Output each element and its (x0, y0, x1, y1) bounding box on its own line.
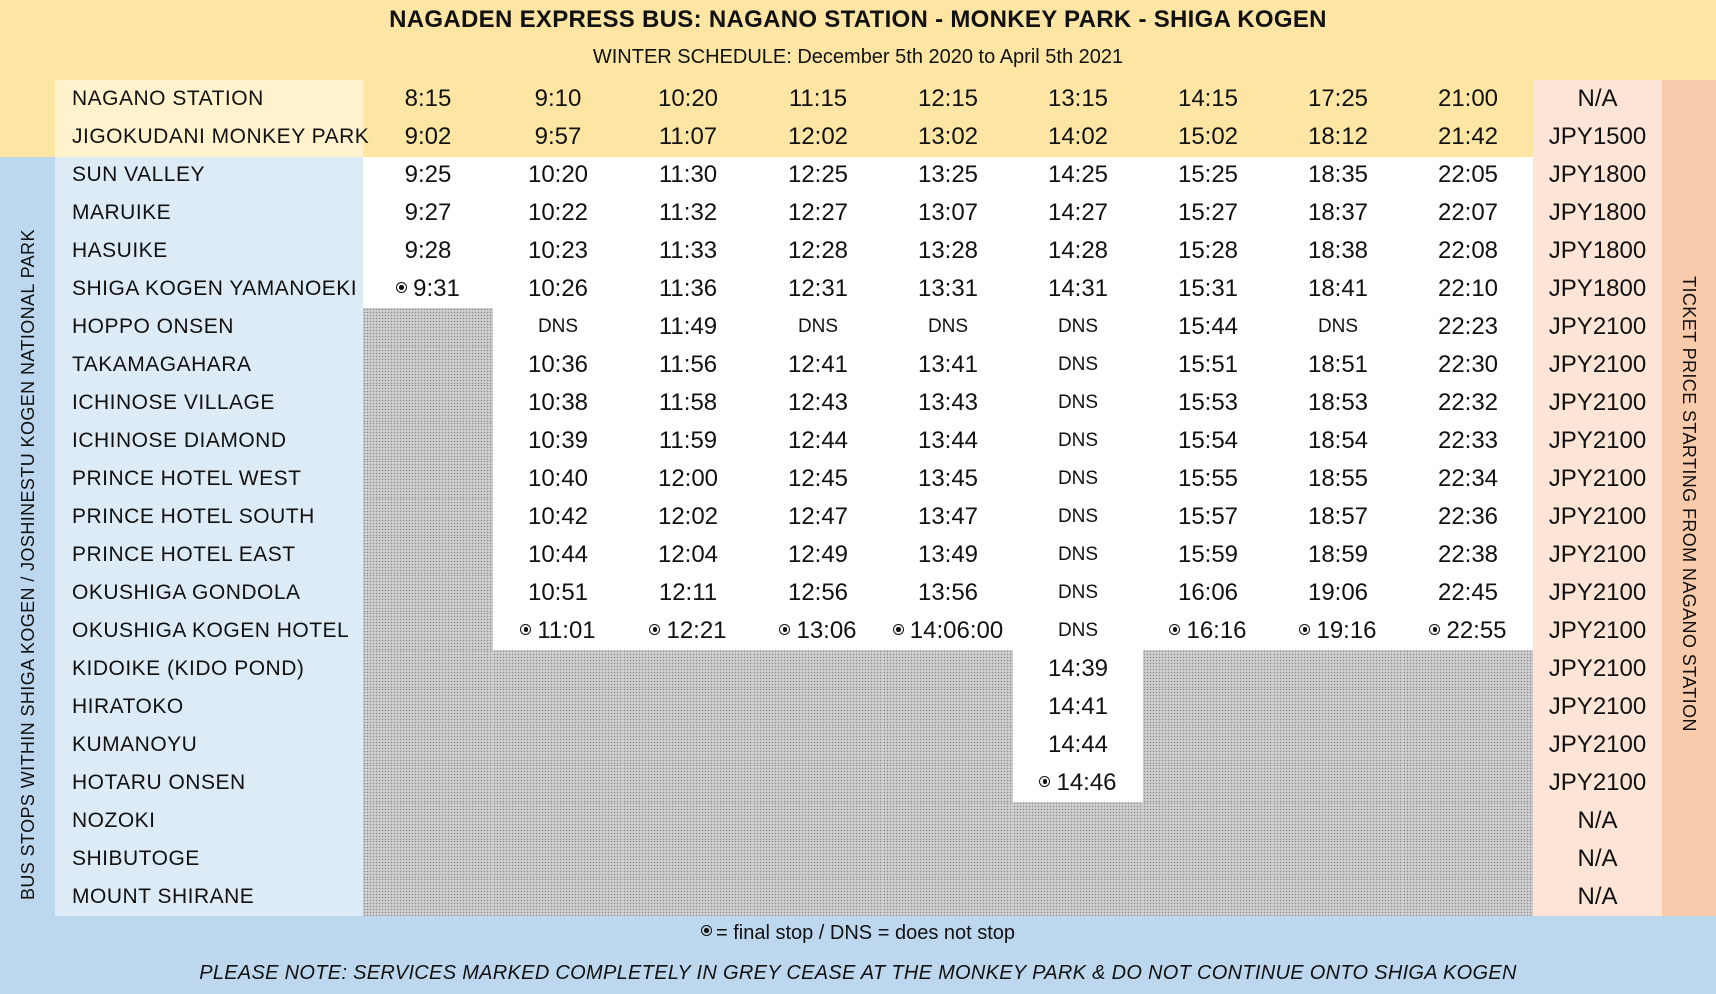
no-service-cell (363, 422, 493, 460)
ticket-price: JPY2100 (1548, 541, 1647, 568)
departure-time-cell: 10:20 (657, 85, 719, 112)
ticket-price: N/A (1577, 845, 1618, 872)
no-service-cell (623, 802, 753, 840)
departure-time-cell: 12:41 (787, 351, 849, 378)
no-service-cell (1013, 878, 1143, 916)
no-service-cell (883, 840, 1013, 878)
departure-time-cell: 12:02 (657, 503, 719, 530)
departure-time-cell: 12:25 (787, 161, 849, 188)
no-service-cell (363, 346, 493, 384)
no-service-cell (363, 574, 493, 612)
departure-time-cell: 18:57 (1307, 503, 1369, 530)
stop-name: SUN VALLEY (72, 163, 205, 186)
ticket-price: JPY1800 (1548, 199, 1647, 226)
departure-time-cell: 18:51 (1307, 351, 1369, 378)
departure-time-cell: 15:59 (1177, 541, 1239, 568)
departure-time-cell: 11:07 (658, 123, 718, 150)
departure-time-cell: 12:11 (658, 579, 718, 606)
ticket-price: JPY2100 (1548, 351, 1647, 378)
no-service-cell (493, 650, 623, 688)
departure-time-cell: 18:35 (1307, 161, 1369, 188)
departure-time-cell: 10:44 (527, 541, 589, 568)
no-service-cell (493, 764, 623, 802)
no-service-cell (1273, 726, 1403, 764)
departure-time-cell: 14:39 (1047, 655, 1109, 682)
ticket-price: JPY2100 (1548, 769, 1647, 796)
no-service-cell (1403, 840, 1533, 878)
no-service-cell (753, 726, 883, 764)
no-service-cell (363, 536, 493, 574)
final-stop-icon (520, 624, 531, 635)
stop-name: HOTARU ONSEN (72, 771, 246, 794)
right-side-label: TICKET PRICE STARTING FROM NAGANO STATION (1679, 276, 1699, 732)
does-not-stop-cell: DNS (1057, 468, 1099, 489)
does-not-stop-cell: DNS (1057, 506, 1099, 527)
ticket-price: JPY2100 (1548, 313, 1647, 340)
departure-time-cell: 15:44 (1177, 313, 1239, 340)
does-not-stop-cell: DNS (927, 316, 969, 337)
no-service-cell (1013, 840, 1143, 878)
departure-time-cell: 19:06 (1307, 579, 1369, 606)
ticket-price: N/A (1577, 807, 1618, 834)
departure-time-cell: 11:30 (658, 161, 718, 188)
departure-time-cell: 10:38 (527, 389, 589, 416)
no-service-cell (1143, 726, 1273, 764)
departure-time-cell: 11:32 (658, 199, 718, 226)
departure-time-cell: 15:02 (1177, 123, 1239, 150)
final-stop-time-cell: 19:16 (1273, 612, 1403, 650)
departure-time-cell: 13:41 (917, 351, 979, 378)
no-service-cell (1403, 688, 1533, 726)
departure-time-cell: 10:20 (527, 161, 589, 188)
final-stop-time-cell: 14:06:00 (883, 612, 1013, 650)
departure-time-cell: 12:15 (917, 85, 979, 112)
no-service-cell (1143, 688, 1273, 726)
does-not-stop-cell: DNS (1057, 316, 1099, 337)
departure-time-cell: 18:37 (1307, 199, 1369, 226)
stop-name: PRINCE HOTEL WEST (72, 467, 302, 490)
ticket-price: JPY2100 (1548, 427, 1647, 454)
no-service-cell (1143, 650, 1273, 688)
departure-time-cell: 12:31 (787, 275, 849, 302)
final-stop-time-cell: 16:16 (1143, 612, 1273, 650)
departure-time-cell: 9:28 (404, 237, 452, 264)
no-service-cell (623, 650, 753, 688)
departure-time-cell: 12:02 (787, 123, 849, 150)
no-service-cell (883, 802, 1013, 840)
no-service-cell (883, 878, 1013, 916)
stop-name: NAGANO STATION (72, 87, 264, 110)
departure-time-cell: 11:36 (658, 275, 718, 302)
departure-time-cell: 11:15 (788, 85, 848, 112)
departure-time-cell: 22:07 (1437, 199, 1499, 226)
stop-name: JIGOKUDANI MONKEY PARK (72, 125, 370, 148)
departure-time-cell: 13:25 (917, 161, 979, 188)
stop-name: MARUIKE (72, 201, 172, 224)
no-service-cell (493, 726, 623, 764)
stop-name: TAKAMAGAHARA (72, 353, 252, 376)
departure-time-cell: 22:23 (1437, 313, 1499, 340)
final-stop-icon (1299, 624, 1310, 635)
departure-time-cell: 10:26 (527, 275, 589, 302)
departure-time-cell: 22:05 (1437, 161, 1499, 188)
departure-time-cell: 13:47 (917, 503, 979, 530)
ticket-price: JPY2100 (1548, 731, 1647, 758)
departure-time-cell: 13:07 (917, 199, 979, 226)
ticket-price: JPY2100 (1548, 389, 1647, 416)
does-not-stop-cell: DNS (1057, 354, 1099, 375)
no-service-cell (1273, 688, 1403, 726)
departure-time-cell: 15:55 (1177, 465, 1239, 492)
does-not-stop-cell: DNS (1057, 620, 1099, 641)
ticket-price: JPY2100 (1548, 655, 1647, 682)
departure-time-cell: 18:59 (1307, 541, 1369, 568)
departure-time-cell: 22:08 (1437, 237, 1499, 264)
stop-name: HASUIKE (72, 239, 168, 262)
departure-time-cell: 18:38 (1307, 237, 1369, 264)
departure-time-cell: 13:43 (917, 389, 979, 416)
departure-time-cell: 9:25 (404, 161, 452, 188)
departure-time-cell: 12:45 (787, 465, 849, 492)
departure-time-cell: 13:28 (917, 237, 979, 264)
departure-time-cell: 22:36 (1437, 503, 1499, 530)
departure-time-cell: 11:56 (658, 351, 718, 378)
departure-time-cell: 14:25 (1047, 161, 1109, 188)
ticket-price: JPY2100 (1548, 617, 1647, 644)
departure-time-cell: 13:44 (917, 427, 979, 454)
no-service-cell (753, 650, 883, 688)
final-stop-time-cell: 12:21 (623, 612, 753, 650)
no-service-cell (1403, 878, 1533, 916)
departure-time-cell: 12:47 (787, 503, 849, 530)
no-service-cell (363, 688, 493, 726)
final-stop-icon (1169, 624, 1180, 635)
no-service-cell (1403, 764, 1533, 802)
departure-time-cell: 18:54 (1307, 427, 1369, 454)
stop-name: PRINCE HOTEL SOUTH (72, 505, 315, 528)
ticket-price: JPY1800 (1548, 161, 1647, 188)
departure-time-cell: 21:00 (1437, 85, 1499, 112)
no-service-cell (623, 688, 753, 726)
stop-name: HOPPO ONSEN (72, 315, 234, 338)
no-service-cell (753, 878, 883, 916)
no-service-cell (883, 764, 1013, 802)
final-stop-icon (779, 624, 790, 635)
no-service-cell (1273, 802, 1403, 840)
departure-time-cell: 10:51 (527, 579, 589, 606)
departure-time-cell: 14:41 (1047, 693, 1109, 720)
does-not-stop-cell: DNS (1317, 316, 1359, 337)
no-service-cell (623, 878, 753, 916)
departure-time-cell: 13:56 (917, 579, 979, 606)
stop-name: ICHINOSE DIAMOND (72, 429, 287, 452)
no-service-cell (753, 840, 883, 878)
final-stop-icon (396, 282, 407, 293)
no-service-cell (493, 802, 623, 840)
final-stop-time-cell: 14:46 (1013, 764, 1143, 802)
departure-time-cell: 15:54 (1177, 427, 1239, 454)
no-service-cell (1273, 650, 1403, 688)
departure-time-cell: 10:42 (527, 503, 589, 530)
departure-time-cell: 15:28 (1177, 237, 1239, 264)
no-service-cell (1143, 764, 1273, 802)
ticket-price: JPY1500 (1548, 123, 1647, 150)
does-not-stop-cell: DNS (537, 316, 579, 337)
no-service-cell (1273, 878, 1403, 916)
departure-time-cell: 22:38 (1437, 541, 1499, 568)
no-service-cell (1403, 726, 1533, 764)
final-stop-icon (649, 624, 660, 635)
left-side-label: BUS STOPS WITHIN SHIGA KOGEN / JOSHINESTU KOGEN NATIONAL PARK (18, 229, 38, 900)
departure-time-cell: 10:23 (527, 237, 589, 264)
departure-time-cell: 15:57 (1177, 503, 1239, 530)
stop-name: OKUSHIGA GONDOLA (72, 581, 301, 604)
no-service-cell (623, 726, 753, 764)
no-service-cell (1403, 802, 1533, 840)
ticket-price: N/A (1577, 85, 1618, 112)
departure-time-cell: 22:45 (1437, 579, 1499, 606)
ticket-price: JPY2100 (1548, 693, 1647, 720)
stop-name: KUMANOYU (72, 733, 198, 756)
ticket-price: JPY2100 (1548, 579, 1647, 606)
does-not-stop-cell: DNS (1057, 582, 1099, 603)
footer-note: PLEASE NOTE: SERVICES MARKED COMPLETELY IN GREY CEASE AT THE MONKEY PARK & DO NOT CONTINUE ONTO SHIGA KOGEN (199, 962, 1517, 984)
departure-time-cell: 18:41 (1307, 275, 1369, 302)
no-service-cell (363, 650, 493, 688)
departure-time-cell: 14:27 (1047, 199, 1109, 226)
schedule-subtitle: WINTER SCHEDULE: December 5th 2020 to April 5th 2021 (592, 46, 1124, 68)
departure-time-cell: 12:28 (787, 237, 849, 264)
departure-time-cell: 15:31 (1177, 275, 1239, 302)
no-service-cell (883, 688, 1013, 726)
no-service-cell (363, 840, 493, 878)
departure-time-cell: 15:25 (1177, 161, 1239, 188)
legend (0, 922, 1716, 945)
stop-name: MOUNT SHIRANE (72, 885, 255, 908)
departure-time-cell: 13:45 (917, 465, 979, 492)
departure-time-cell: 22:33 (1437, 427, 1499, 454)
no-service-cell (623, 764, 753, 802)
departure-time-cell: 13:49 (917, 541, 979, 568)
no-service-cell (883, 726, 1013, 764)
departure-time-cell: 17:25 (1307, 85, 1369, 112)
departure-time-cell: 12:49 (787, 541, 849, 568)
departure-time-cell: 15:27 (1177, 199, 1239, 226)
departure-time-cell: 18:53 (1307, 389, 1369, 416)
no-service-cell (753, 688, 883, 726)
ticket-price: N/A (1577, 883, 1618, 910)
departure-time-cell: 14:31 (1047, 275, 1109, 302)
ticket-price: JPY1800 (1548, 237, 1647, 264)
stop-name: KIDOIKE (KIDO POND) (72, 657, 305, 680)
departure-time-cell: 13:02 (917, 123, 979, 150)
departure-time-cell: 15:51 (1177, 351, 1239, 378)
ticket-price: JPY2100 (1548, 503, 1647, 530)
stop-name: ICHINOSE VILLAGE (72, 391, 275, 414)
no-service-cell (493, 840, 623, 878)
departure-time-cell: 11:49 (658, 313, 718, 340)
no-service-cell (753, 802, 883, 840)
final-stop-icon (1039, 776, 1050, 787)
departure-time-cell: 18:12 (1307, 123, 1369, 150)
departure-time-cell: 11:58 (658, 389, 718, 416)
departure-time-cell: 14:44 (1047, 731, 1109, 758)
departure-time-cell: 9:57 (534, 123, 582, 150)
no-service-cell (1143, 878, 1273, 916)
departure-time-cell: 12:56 (787, 579, 849, 606)
departure-time-cell: 12:44 (787, 427, 849, 454)
no-service-cell (1013, 802, 1143, 840)
does-not-stop-cell: DNS (1057, 392, 1099, 413)
stop-name: SHIGA KOGEN YAMANOEKI (72, 277, 358, 300)
departure-time-cell: 9:10 (534, 85, 582, 112)
departure-time-cell: 13:31 (917, 275, 979, 302)
departure-time-cell: 18:55 (1307, 465, 1369, 492)
departure-time-cell: 13:15 (1047, 85, 1109, 112)
departure-time-cell: 22:34 (1437, 465, 1499, 492)
no-service-cell (493, 688, 623, 726)
does-not-stop-cell: DNS (1057, 544, 1099, 565)
stop-name: SHIBUTOGE (72, 847, 200, 870)
no-service-cell (1273, 840, 1403, 878)
departure-time-cell: 10:40 (527, 465, 589, 492)
ticket-price: JPY1800 (1548, 275, 1647, 302)
departure-time-cell: 8:15 (404, 85, 452, 112)
departure-time-cell: 10:39 (527, 427, 589, 454)
departure-time-cell: 22:32 (1437, 389, 1499, 416)
departure-time-cell: 14:28 (1047, 237, 1109, 264)
does-not-stop-cell: DNS (797, 316, 839, 337)
no-service-cell (363, 878, 493, 916)
ticket-price: JPY2100 (1548, 465, 1647, 492)
stop-name: NOZOKI (72, 809, 156, 832)
no-service-cell (753, 764, 883, 802)
final-stop-icon (1429, 624, 1440, 635)
final-stop-icon (893, 624, 904, 635)
no-service-cell (363, 498, 493, 536)
departure-time-cell: 9:27 (404, 199, 452, 226)
no-service-cell (363, 764, 493, 802)
departure-time-cell: 14:02 (1047, 123, 1109, 150)
stop-name: HIRATOKO (72, 695, 184, 718)
legend-text: = final stop / DNS = does not stop (715, 922, 1016, 944)
no-service-cell (363, 612, 493, 650)
no-service-cell (363, 384, 493, 422)
departure-time-cell: 12:00 (657, 465, 719, 492)
no-service-cell (883, 650, 1013, 688)
departure-time-cell: 22:10 (1437, 275, 1499, 302)
final-stop-time-cell: 13:06 (753, 612, 883, 650)
departure-time-cell: 10:22 (527, 199, 589, 226)
departure-time-cell: 12:04 (657, 541, 719, 568)
no-service-cell (1403, 650, 1533, 688)
departure-time-cell: 14:15 (1177, 85, 1239, 112)
no-service-cell (363, 726, 493, 764)
no-service-cell (1143, 802, 1273, 840)
departure-time-cell: 21:42 (1437, 123, 1499, 150)
departure-time-cell: 12:43 (787, 389, 849, 416)
stop-name: PRINCE HOTEL EAST (72, 543, 296, 566)
page-title: NAGADEN EXPRESS BUS: NAGANO STATION - MONKEY PARK - SHIGA KOGEN (389, 6, 1327, 33)
no-service-cell (493, 878, 623, 916)
no-service-cell (363, 308, 493, 346)
stop-name: OKUSHIGA KOGEN HOTEL (72, 619, 350, 642)
final-stop-icon (701, 925, 712, 936)
final-stop-time-cell: 11:01 (493, 612, 623, 650)
final-stop-time-cell: 22:55 (1403, 612, 1533, 650)
no-service-cell (1143, 840, 1273, 878)
departure-time-cell: 15:53 (1177, 389, 1239, 416)
final-stop-time-cell: 9:31 (363, 270, 493, 308)
departure-time-cell: 16:06 (1177, 579, 1239, 606)
departure-time-cell: 11:33 (658, 237, 718, 264)
does-not-stop-cell: DNS (1057, 430, 1099, 451)
no-service-cell (1273, 764, 1403, 802)
departure-time-cell: 9:02 (404, 123, 452, 150)
no-service-cell (623, 840, 753, 878)
departure-time-cell: 22:30 (1437, 351, 1499, 378)
departure-time-cell: 10:36 (527, 351, 589, 378)
departure-time-cell: 11:59 (658, 427, 718, 454)
no-service-cell (363, 802, 493, 840)
no-service-cell (363, 460, 493, 498)
departure-time-cell: 12:27 (787, 199, 849, 226)
